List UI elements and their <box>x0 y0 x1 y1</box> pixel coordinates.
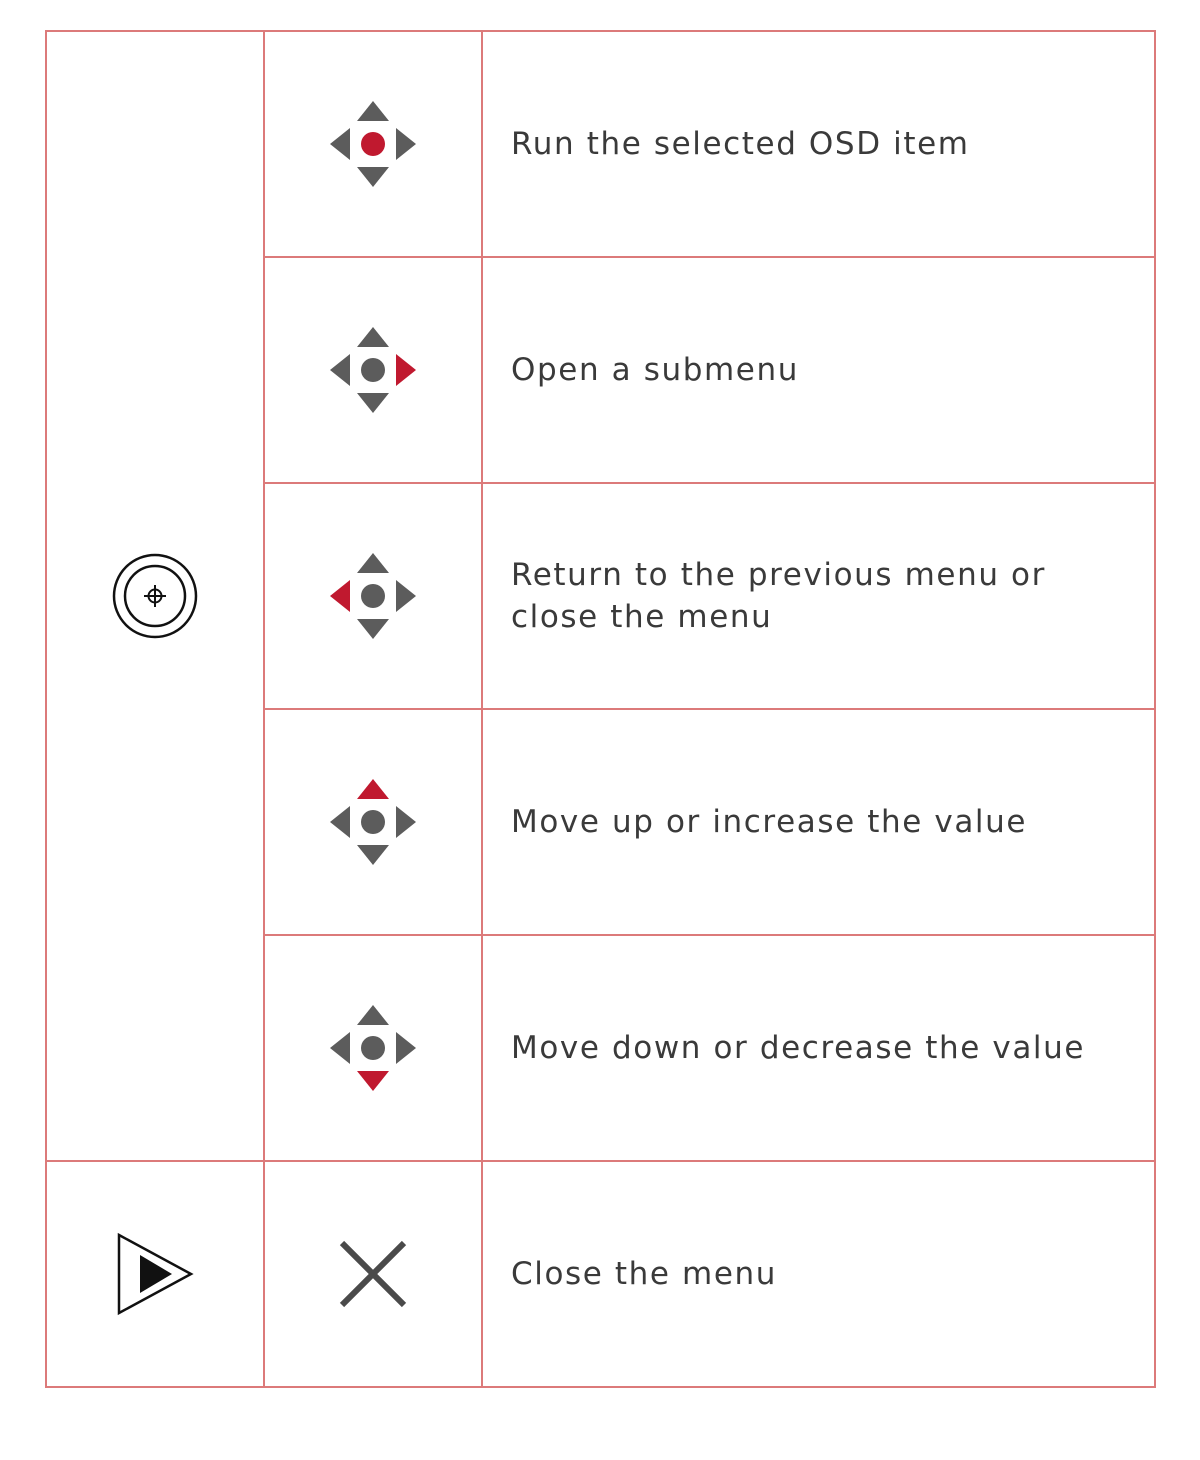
key-cell <box>264 257 482 483</box>
description-text: Open a submenu <box>511 352 799 388</box>
description-cell <box>482 709 1155 935</box>
description-text: Close the menu <box>511 1256 777 1292</box>
osd-controls-table <box>45 30 1156 1388</box>
description-text: Run the selected OSD item <box>511 126 970 162</box>
joystick-up-icon <box>328 777 418 867</box>
joystick-down-icon <box>328 1003 418 1093</box>
description-cell <box>482 1161 1155 1387</box>
key-cell <box>264 31 482 257</box>
key-cell <box>264 1161 482 1387</box>
joystick-button-icon <box>111 552 199 640</box>
key-cell <box>264 935 482 1161</box>
joystick-press-icon <box>328 99 418 189</box>
description-cell <box>482 483 1155 709</box>
joystick-left-icon <box>328 551 418 641</box>
description-cell <box>482 31 1155 257</box>
table-row <box>46 1161 1155 1387</box>
close-x-icon <box>338 1239 408 1309</box>
description-cell <box>482 257 1155 483</box>
description-cell <box>482 935 1155 1161</box>
description-text: Move up or increase the value <box>511 804 1028 840</box>
key-cell <box>264 709 482 935</box>
description-text: Return to the previous menu or close the menu <box>511 557 1046 635</box>
joystick-button-cell <box>46 31 264 1161</box>
description-text: Move down or decrease the value <box>511 1030 1086 1066</box>
joystick-right-icon <box>328 325 418 415</box>
key-cell <box>264 483 482 709</box>
table-row <box>46 31 1155 257</box>
play-button-cell <box>46 1161 264 1387</box>
play-button-icon <box>115 1232 195 1316</box>
